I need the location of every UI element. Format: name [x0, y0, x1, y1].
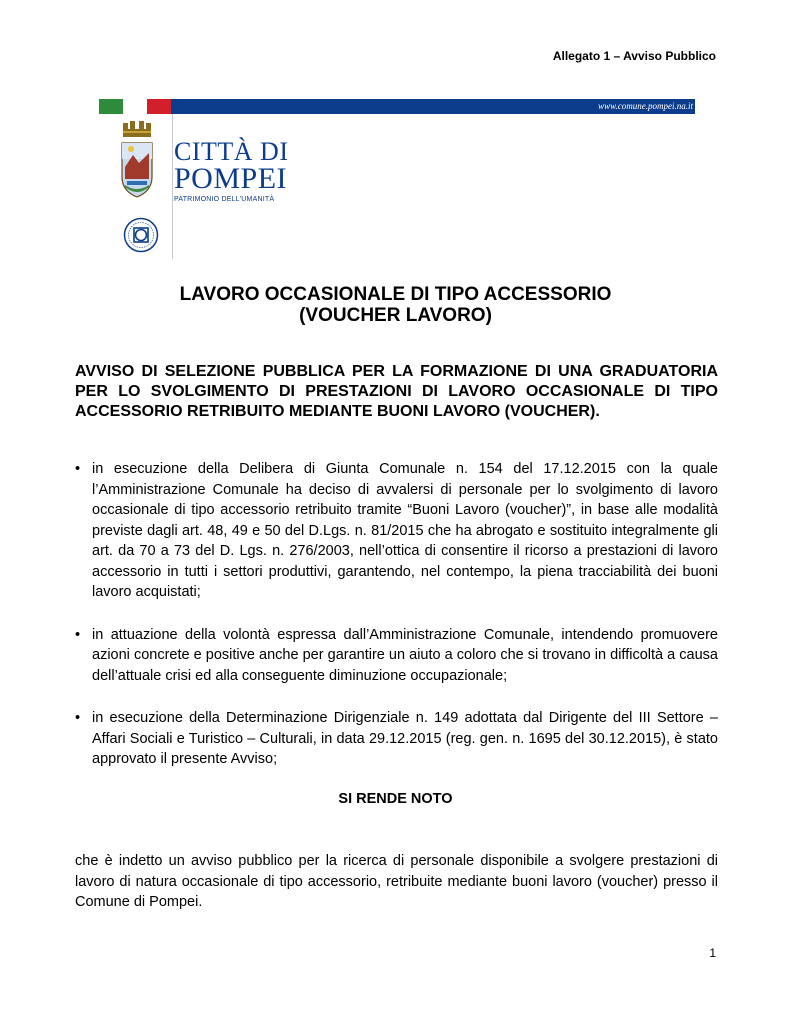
page-number: 1 — [709, 946, 716, 960]
city-title-line1: CITTÀ DI — [174, 137, 289, 166]
letterhead — [99, 99, 695, 259]
rende-noto-heading: SI RENDE NOTO — [338, 791, 453, 807]
flag-green-stripe — [99, 99, 123, 114]
city-subtitle: PATRIMONIO DELL'UMANITÀ — [174, 196, 275, 203]
document-title — [0, 284, 791, 326]
flag-red-stripe — [147, 99, 171, 114]
avviso-heading: AVVISO DI SELEZIONE PUBBLICA PER LA FORMAZIONE DI UNA GRADUATORIA PER LO SVOLGIMENTO DI PRESTAZIONI DI LAVORO OCCASIONALE DI TIPO ACCESSORIO RETRIBUITO MEDIANTE BUONI LAVORO (VOUCHER). — [75, 363, 718, 420]
list-item: • in attuazione della volontà espressa dall’Amministrazione Comunale, intendendo promuovere azioni concrete e positive anche per garantire un aiuto a coloro che si trovano in difficoltà a causa dell’attuale crisi ed alla conseguente diminuzione occupazionale; — [75, 625, 718, 687]
document-title-line1: LAVORO OCCASIONALE DI TIPO ACCESSORIO — [179, 284, 612, 305]
website-url: www.comune.pompei.na.it — [598, 101, 693, 111]
city-crest-icon — [119, 119, 155, 203]
unesco-emblem-icon — [123, 217, 159, 253]
city-logo-text — [174, 139, 288, 203]
conclusion-paragraph: che è indetto un avviso pubblico per la ricerca di personale disponibile a svolgere prestazioni di lavoro di natura occasionale di tipo accessorio, retribuite mediante buoni lavoro (voucher) presso il Comune di Pompei. — [75, 853, 718, 910]
premises-list — [75, 459, 718, 770]
city-title-line2: POMPEI — [174, 162, 288, 195]
letterhead-divider — [172, 114, 173, 259]
letterhead-bar — [99, 99, 695, 114]
list-item: • in esecuzione della Determinazione Dirigenziale n. 149 adottata dal Dirigente del III Settore – Affari Sociali e Turistico – Culturali, in data 29.12.2015 (reg. gen. n. 1695 del 30.12.2015), è stato approvato il presente Avviso; — [75, 708, 718, 770]
flag-white-stripe — [123, 99, 147, 114]
document-title-line2: (VOUCHER LAVORO) — [299, 305, 492, 326]
annex-label: Allegato 1 – Avviso Pubblico — [552, 49, 716, 63]
list-item: • in esecuzione della Delibera di Giunta Comunale n. 154 del 17.12.2015 con la quale l’Amministrazione Comunale ha deciso di avvalersi di personale per lo svolgimento di lavoro occasionale di tipo accessorio retribuito tramite “Buoni Lavoro (voucher)”, in base alle modalità previste dagli art. 48, 49 e 50 del D.Lgs. n. 81/2015 che ha abrogato e sostituito integralmente gli art. da 70 a 73 del D. Lgs. n. 276/2003, nell’ottica di consentire il ricorso a prestazioni di lavoro accessorio in tutti i settori produttivi, garantendo, nel contempo, la piena tracciabilità dei buoni lavoro acquistati; — [75, 459, 718, 603]
